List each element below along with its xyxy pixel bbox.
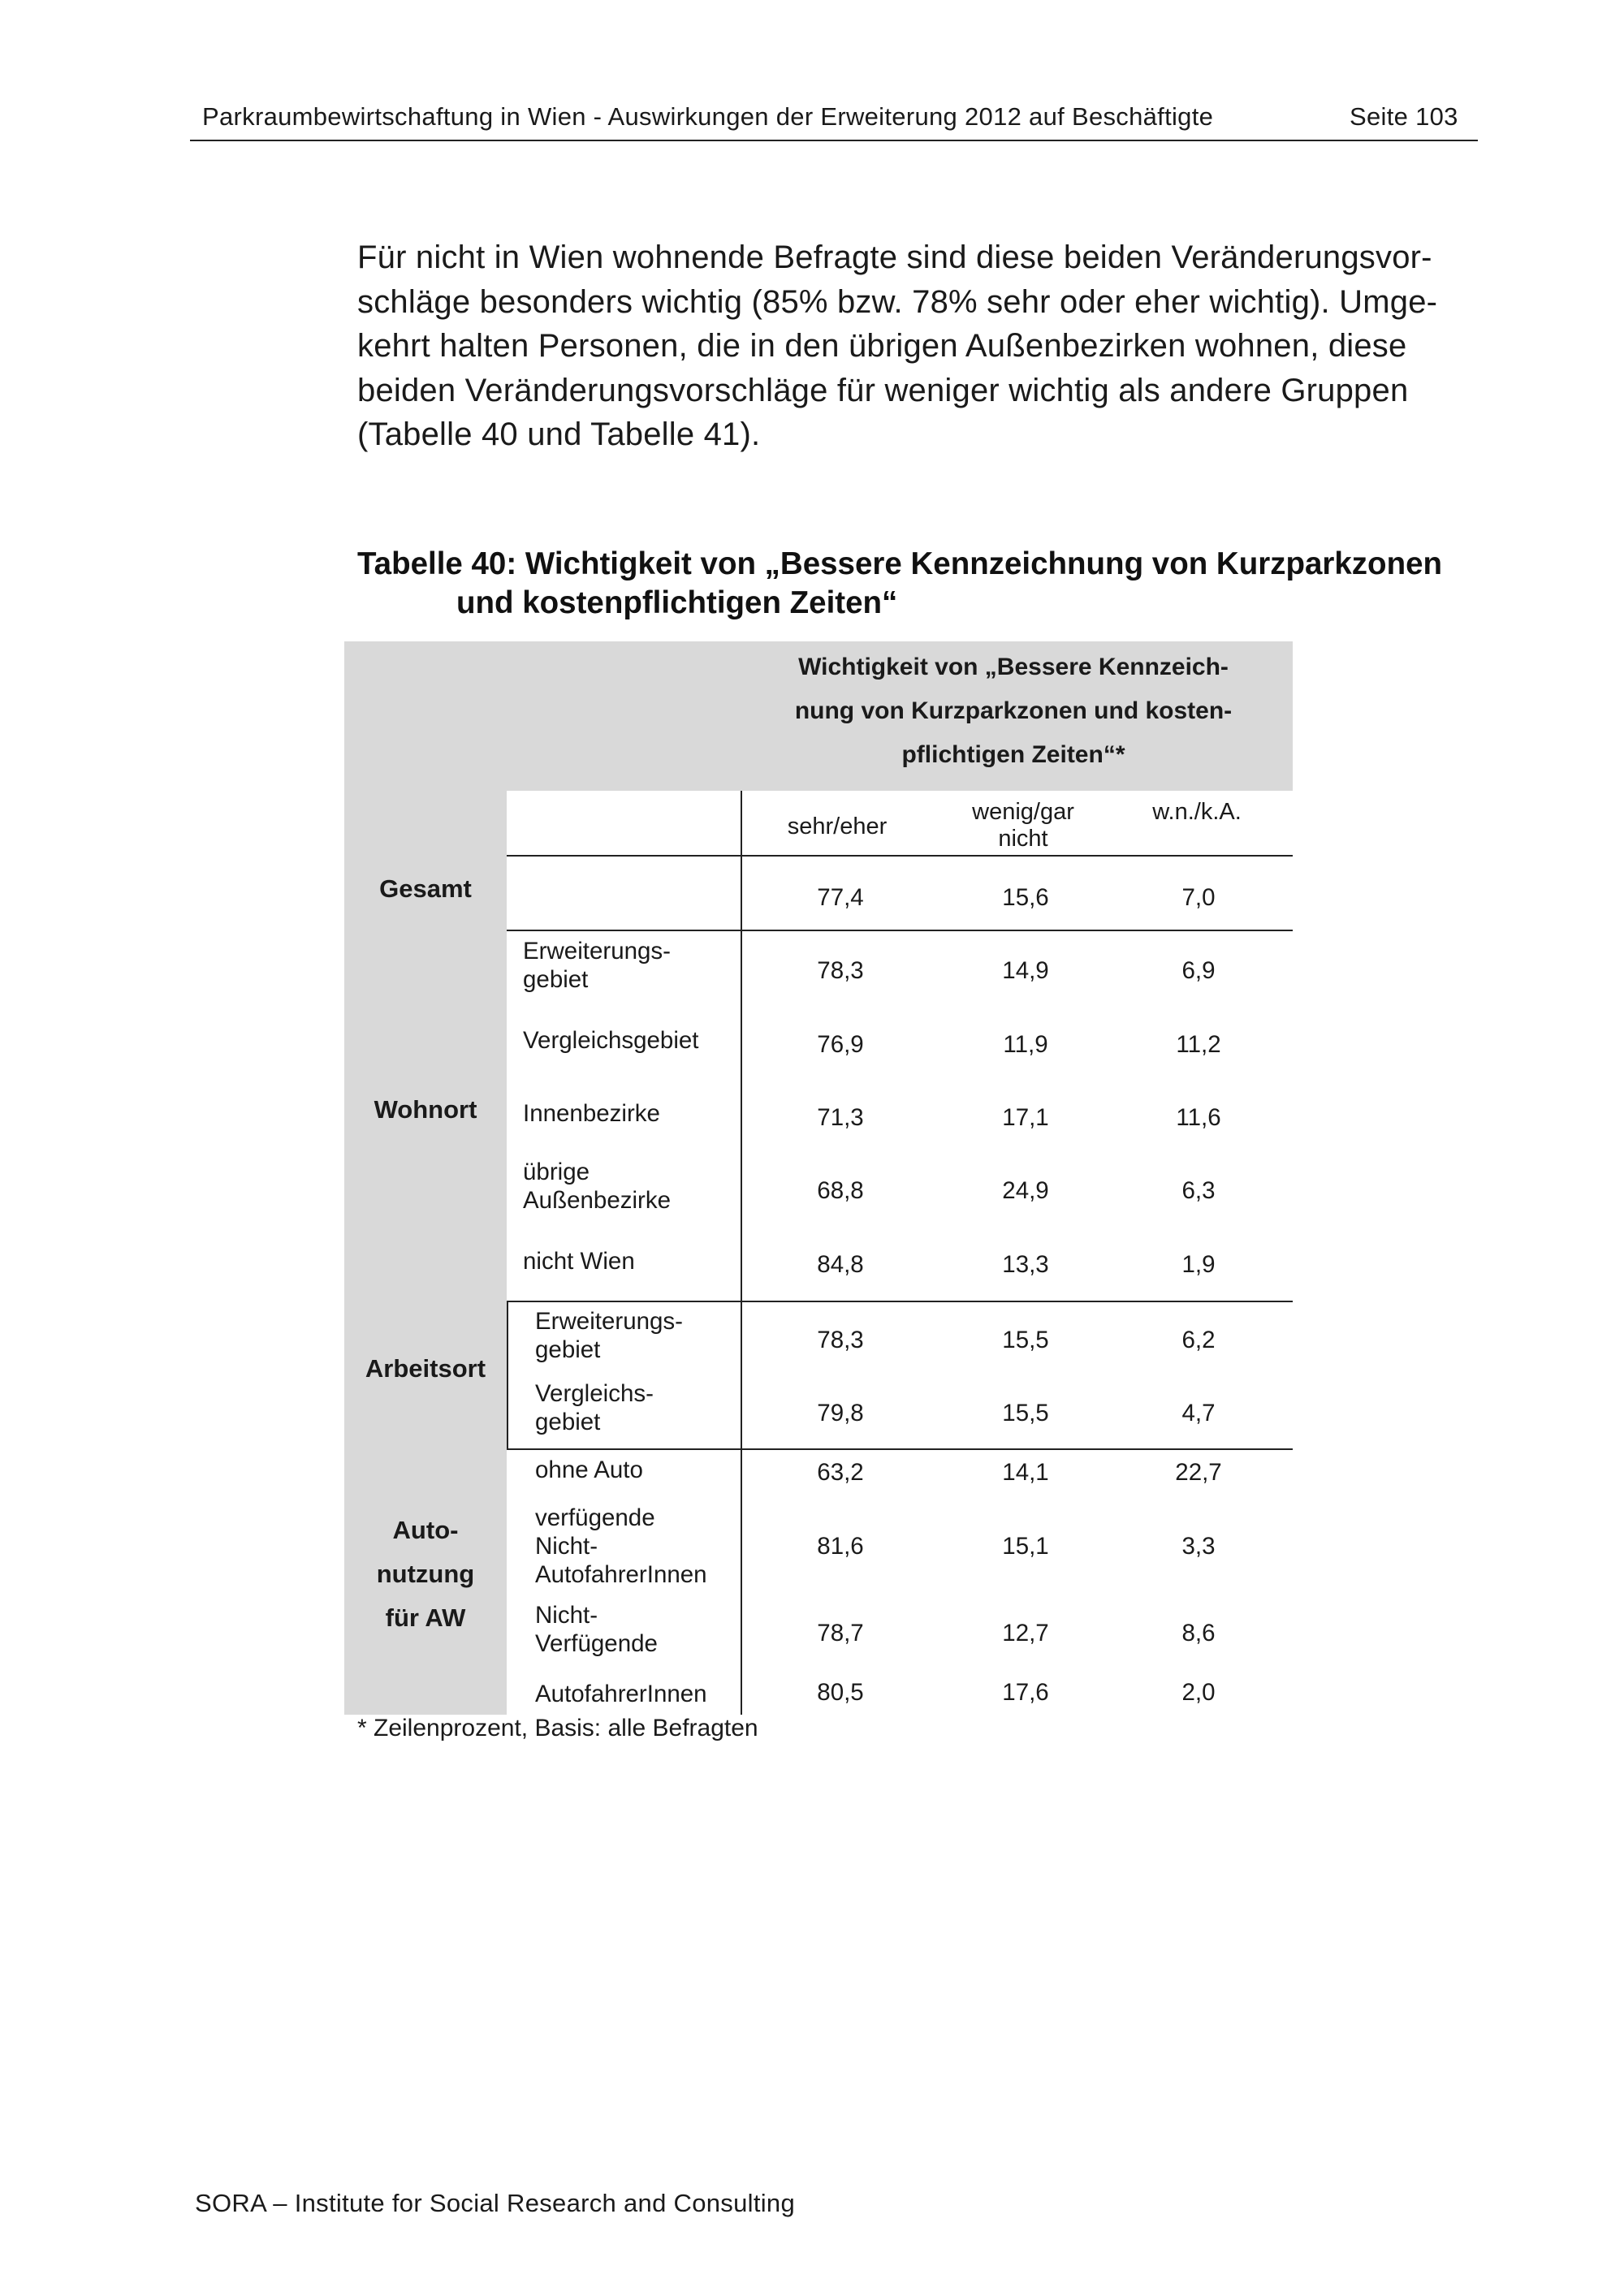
row-label-line: übrige xyxy=(523,1159,590,1185)
column-header-sehr-eher xyxy=(748,814,926,840)
table-cell: 24,9 xyxy=(1002,1177,1049,1204)
table-cell: 63,2 xyxy=(817,1459,864,1486)
header-bottom-rule xyxy=(507,855,1293,857)
table-cell: 4,7 xyxy=(1181,1400,1216,1426)
row-label-line: Innenbezirke xyxy=(523,1100,660,1127)
table-cell: 6,2 xyxy=(1181,1327,1216,1353)
table-cell: 14,9 xyxy=(1002,957,1049,984)
table-cell: 1,9 xyxy=(1181,1251,1216,1278)
column-header-text: wenig/gar xyxy=(972,799,1074,825)
row-label xyxy=(535,1307,683,1364)
row-label xyxy=(523,1247,635,1275)
table-cell: 17,1 xyxy=(1002,1104,1049,1131)
table-cell: 8,6 xyxy=(1181,1620,1216,1646)
table-cell: 79,8 xyxy=(817,1400,864,1426)
table-cell: 6,9 xyxy=(1181,957,1216,984)
table-title-line: und kostenpflichtigen Zeiten“ xyxy=(456,585,898,620)
column-header-text: nicht xyxy=(998,826,1048,852)
row-label-line: nicht Wien xyxy=(523,1248,635,1275)
table-cell: 78,3 xyxy=(817,1327,864,1353)
group-label-arbeitsort xyxy=(344,1347,507,1391)
body-line: Für nicht in Wien wohnende Befragte sind diese beiden Veränderungsvor- xyxy=(357,240,1432,275)
table-cell: 15,1 xyxy=(1002,1533,1049,1560)
row-label-line: gebiet xyxy=(535,1336,601,1363)
label-column-divider xyxy=(741,791,742,1715)
table-cell: 7,0 xyxy=(1181,884,1216,911)
body-line: kehrt halten Personen, die in den übrigen Außenbezirken wohnen, diese xyxy=(357,328,1407,364)
page-footer: SORA – Institute for Social Research and Consulting xyxy=(195,2189,796,2217)
group-label-text: für AW xyxy=(385,1603,466,1632)
column-header-text: w.n./k.A. xyxy=(1152,799,1242,825)
row-label-line: verfügende xyxy=(535,1504,655,1531)
body-line: (Tabelle 40 und Tabelle 41). xyxy=(357,416,761,452)
table-cell: 12,7 xyxy=(1002,1620,1049,1646)
table-cell: 78,3 xyxy=(817,957,864,984)
group-label-autonutzung xyxy=(344,1508,507,1640)
table-cell: 77,4 xyxy=(817,884,864,911)
row-label-line: gebiet xyxy=(535,1409,601,1435)
table-cell: 13,3 xyxy=(1002,1251,1049,1278)
table-cell: 6,3 xyxy=(1181,1177,1216,1204)
row-label-line: Außenbezirke xyxy=(523,1187,672,1214)
table-title xyxy=(357,545,1478,623)
table-cell: 76,9 xyxy=(817,1031,864,1058)
arbeitsort-left-rule xyxy=(507,1301,508,1448)
table-cell: 11,6 xyxy=(1176,1104,1221,1131)
row-label xyxy=(523,1026,698,1055)
table-footnote: * Zeilenprozent, Basis: alle Befragten xyxy=(357,1715,758,1741)
group-label-text: Auto- xyxy=(392,1516,459,1544)
table-cell: 3,3 xyxy=(1181,1533,1216,1560)
row-label xyxy=(535,1456,643,1484)
row-label xyxy=(535,1379,654,1436)
table-cell: 81,6 xyxy=(817,1533,864,1560)
table-cell: 17,6 xyxy=(1002,1679,1049,1706)
group-label-text: Wohnort xyxy=(374,1095,477,1124)
group-label-text: Gesamt xyxy=(379,874,472,903)
group-label-gesamt xyxy=(344,867,507,911)
table-cell: 80,5 xyxy=(817,1679,864,1706)
row-label-line: Nicht- xyxy=(535,1602,598,1629)
table-cell: 11,9 xyxy=(1003,1031,1048,1058)
wohnort-bottom-rule xyxy=(507,1301,1293,1302)
row-label xyxy=(535,1601,658,1658)
table-cell: 14,1 xyxy=(1002,1459,1049,1486)
superheader-line: pflichtigen Zeiten“* xyxy=(901,741,1125,768)
row-label-line: Erweiterungs- xyxy=(523,938,671,965)
row-label-line: ohne Auto xyxy=(535,1457,643,1483)
table-cell: 78,7 xyxy=(817,1620,864,1646)
row-label xyxy=(523,937,671,994)
group-label-text: Arbeitsort xyxy=(365,1354,486,1383)
table-cell: 71,3 xyxy=(817,1104,864,1131)
column-header-wn-ka xyxy=(1108,799,1286,826)
table-cell: 2,0 xyxy=(1181,1679,1216,1706)
row-label xyxy=(535,1680,707,1708)
row-label xyxy=(523,1099,660,1128)
superheader-line: Wichtigkeit von „Bessere Kennzeich- xyxy=(798,654,1229,680)
table-cell: 11,2 xyxy=(1176,1031,1221,1058)
table-cell: 15,5 xyxy=(1002,1327,1049,1353)
column-header-text: sehr/eher xyxy=(787,814,888,839)
row-label xyxy=(535,1504,707,1589)
arbeitsort-bottom-rule xyxy=(507,1448,1293,1450)
table-title-line: Tabelle 40: Wichtigkeit von „Bessere Kennzeichnung von Kurzparkzonen xyxy=(357,546,1443,581)
table-cell: 15,6 xyxy=(1002,884,1049,911)
row-label-line: AutofahrerInnen xyxy=(535,1681,707,1707)
row-label-line: Vergleichs- xyxy=(535,1380,654,1407)
row-label xyxy=(523,1158,671,1215)
group-label-text: nutzung xyxy=(376,1560,475,1588)
table-cell: 84,8 xyxy=(817,1251,864,1278)
table-superheader xyxy=(741,645,1286,777)
group-label-wohnort xyxy=(344,1088,507,1132)
row-label-line: Verfügende xyxy=(535,1630,658,1657)
body-line: beiden Veränderungsvorschläge für weniger wichtig als andere Gruppen xyxy=(357,372,1409,408)
table-cell: 15,5 xyxy=(1002,1400,1049,1426)
row-label-line: Vergleichsgebiet xyxy=(523,1027,699,1054)
table-cell: 68,8 xyxy=(817,1177,864,1204)
superheader-line: nung von Kurzparkzonen und kosten- xyxy=(794,697,1233,724)
body-paragraph xyxy=(357,235,1438,457)
column-header-wenig-gar-nicht xyxy=(934,799,1112,852)
body-line: schläge besonders wichtig (85% bzw. 78% sehr oder eher wichtig). Umge- xyxy=(357,283,1438,320)
page-number: Seite 103 xyxy=(1350,102,1458,131)
header-rule xyxy=(190,140,1478,141)
row-label-line: gebiet xyxy=(523,966,589,993)
gesamt-bottom-rule xyxy=(507,930,1293,931)
row-label-line: Erweiterungs- xyxy=(535,1308,683,1335)
running-header-title: Parkraumbewirtschaftung in Wien - Auswirkungen der Erweiterung 2012 auf Beschäftigte xyxy=(202,102,1214,131)
row-label-line: AutofahrerInnen xyxy=(535,1561,707,1588)
table-cell: 22,7 xyxy=(1175,1459,1222,1486)
row-label-line: Nicht- xyxy=(535,1533,598,1560)
